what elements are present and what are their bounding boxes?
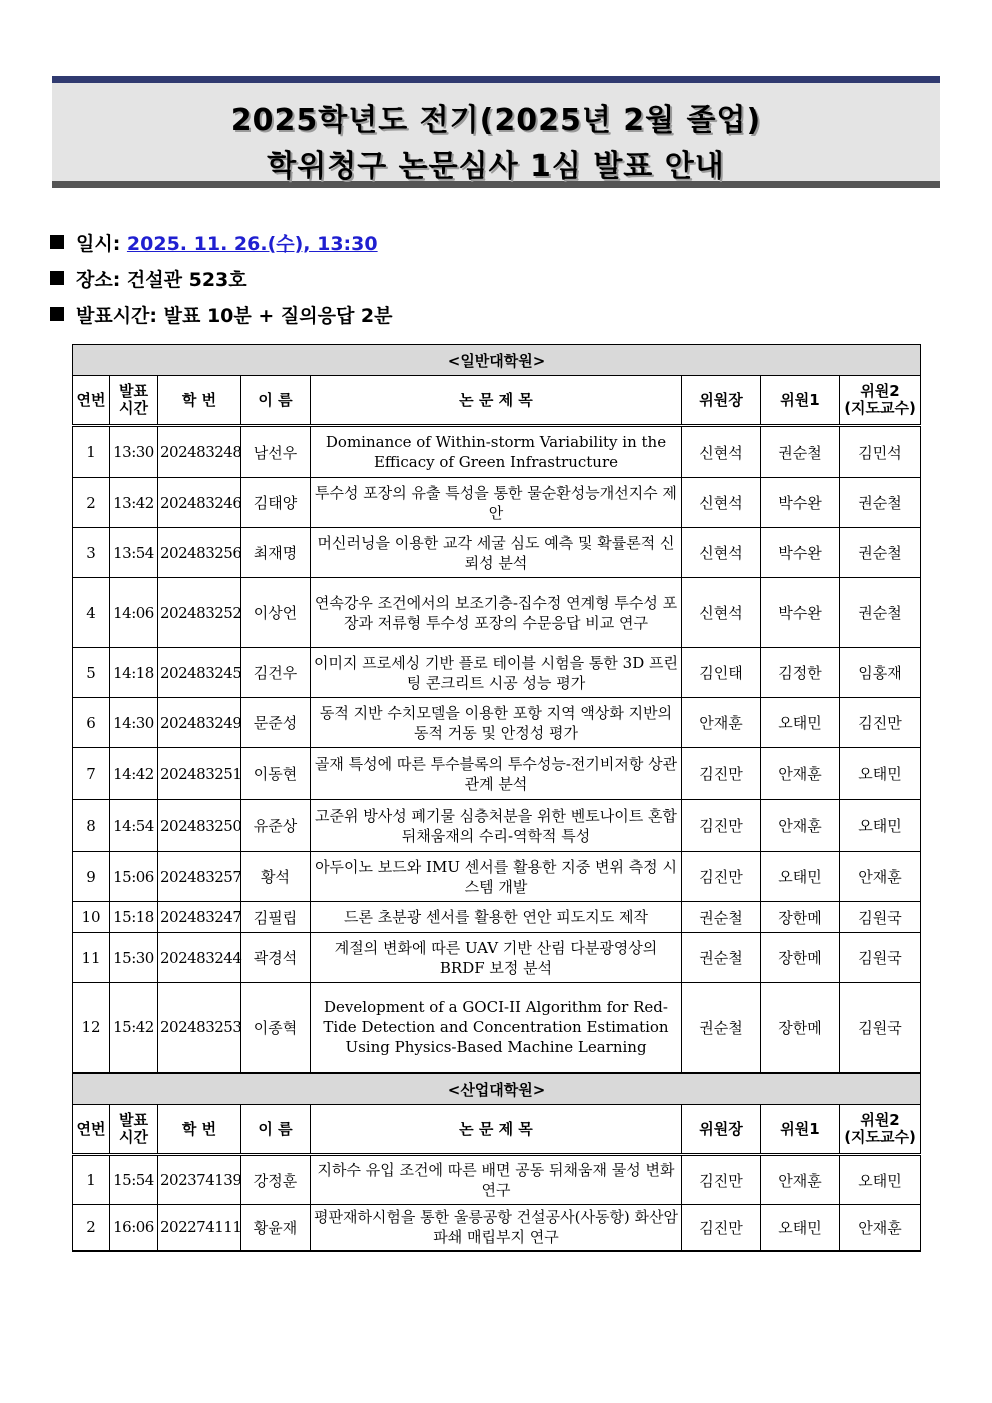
cell-chair: 권순철 [682,983,761,1073]
cell-time: 13:42 [110,478,158,528]
cell-student-id: 202483247 [158,902,241,933]
cell-time: 15:42 [110,983,158,1073]
cell-time: 14:42 [110,748,158,800]
table-row [73,478,921,528]
cell-thesis-title: 투수성 포장의 유출 특성을 통한 물순환성능개선지수 제안 [311,478,682,528]
cell-no: 1 [73,426,110,478]
cell-chair: 신현석 [682,426,761,478]
cell-chair: 신현석 [682,578,761,648]
col-header-member1: 위원1 [761,1105,840,1155]
cell-chair: 권순철 [682,902,761,933]
section-title: <일반대학원> [73,345,921,376]
col-header-title: 논 문 제 목 [311,376,682,426]
cell-name: 이종혁 [241,983,311,1073]
cell-member2: 김원국 [840,902,921,933]
cell-chair: 안재훈 [682,698,761,748]
cell-member1: 오태민 [761,852,840,902]
general-graduate-table [72,344,921,1074]
cell-member2: 권순철 [840,578,921,648]
table-row [73,983,921,1073]
section-row [73,345,921,376]
cell-name: 강정훈 [241,1155,311,1205]
cell-thesis-title: Dominance of Within-storm Variability in the Efficacy of Green Infrastructure [311,426,682,478]
page-title-line1: 2025학년도 전기(2025년 2월 졸업) [230,103,762,138]
cell-no: 6 [73,698,110,748]
cell-member2: 김진만 [840,698,921,748]
cell-name: 이동현 [241,748,311,800]
cell-member2: 김원국 [840,933,921,983]
table-row [73,852,921,902]
cell-member1: 안재훈 [761,1155,840,1205]
cell-no: 1 [73,1155,110,1205]
info-place [50,265,247,292]
cell-no: 7 [73,748,110,800]
cell-name: 최재명 [241,528,311,578]
cell-student-id: 202483250 [158,800,241,852]
cell-no: 8 [73,800,110,852]
cell-thesis-title: 드론 초분광 센서를 활용한 연안 피도지도 제작 [311,902,682,933]
cell-no: 2 [73,1205,110,1251]
cell-student-id: 202483256 [158,528,241,578]
cell-no: 9 [73,852,110,902]
table-row [73,800,921,852]
page-title-line2: 학위청구 논문심사 1심 발표 안내 [267,149,725,184]
col-header-no: 연번 [73,376,110,426]
cell-name: 이상언 [241,578,311,648]
cell-time: 13:30 [110,426,158,478]
title-banner [52,76,940,188]
cell-student-id: 202483248 [158,426,241,478]
cell-thesis-title: 평판재하시험을 통한 울릉공항 건설공사(사동항) 화산암 파쇄 매립부지 연구 [311,1205,682,1251]
cell-time: 13:54 [110,528,158,578]
cell-thesis-title: 동적 지반 수치모델을 이용한 포항 지역 액상화 지반의 동적 거동 및 안정성 평가 [311,698,682,748]
cell-member1: 오태민 [761,698,840,748]
cell-time: 14:54 [110,800,158,852]
col-header-chair: 위원장 [682,1105,761,1155]
cell-thesis-title: 머신러닝을 이용한 교각 세굴 심도 예측 및 확률론적 신뢰성 분석 [311,528,682,578]
cell-student-id: 202483245 [158,648,241,698]
cell-no: 10 [73,902,110,933]
col-header-time: 발표 시간 [110,1105,158,1155]
cell-chair: 김진만 [682,852,761,902]
cell-member2: 오태민 [840,1155,921,1205]
cell-name: 김건우 [241,648,311,698]
cell-student-id: 202483252 [158,578,241,648]
header-row [73,1105,921,1155]
cell-student-id: 202483249 [158,698,241,748]
cell-member1: 박수완 [761,528,840,578]
cell-time: 15:06 [110,852,158,902]
cell-member2: 권순철 [840,478,921,528]
cell-student-id: 202374139 [158,1155,241,1205]
cell-member2: 김민석 [840,426,921,478]
header-row [73,376,921,426]
cell-chair: 김진만 [682,800,761,852]
cell-student-id: 202274111 [158,1205,241,1251]
industry-graduate-table [72,1073,921,1252]
cell-thesis-title: 지하수 유입 조건에 따른 배면 공동 뒤채움재 물성 변화 연구 [311,1155,682,1205]
col-header-chair: 위원장 [682,376,761,426]
cell-thesis-title: 골재 특성에 따른 투수블록의 투수성능-전기비저항 상관관계 분석 [311,748,682,800]
cell-name: 황윤재 [241,1205,311,1251]
cell-no: 11 [73,933,110,983]
cell-name: 김필립 [241,902,311,933]
col-header-member1: 위원1 [761,376,840,426]
table-row [73,902,921,933]
cell-name: 황석 [241,852,311,902]
cell-member1: 장한메 [761,902,840,933]
table-row [73,748,921,800]
cell-student-id: 202483246 [158,478,241,528]
cell-name: 남선우 [241,426,311,478]
table-row [73,648,921,698]
cell-member2: 안재훈 [840,1205,921,1251]
table-row [73,698,921,748]
col-header-id: 학 번 [158,1105,241,1155]
cell-time: 14:18 [110,648,158,698]
col-header-title: 논 문 제 목 [311,1105,682,1155]
date-link[interactable]: 2025. 11. 26.(수), 13:30 [126,233,378,255]
cell-thesis-title: 계절의 변화에 따른 UAV 기반 산림 다분광영상의 BRDF 보정 분석 [311,933,682,983]
cell-no: 2 [73,478,110,528]
cell-chair: 김진만 [682,1205,761,1251]
cell-name: 유준상 [241,800,311,852]
cell-member2: 오태민 [840,800,921,852]
bullet-square-icon [50,235,64,249]
cell-time: 15:54 [110,1155,158,1205]
cell-no: 12 [73,983,110,1073]
cell-time: 14:30 [110,698,158,748]
col-header-name: 이 름 [241,1105,311,1155]
cell-thesis-title: 고준위 방사성 폐기물 심층처분을 위한 벤토나이트 혼합 뒤채움재의 수리-역학적 특성 [311,800,682,852]
cell-time: 14:06 [110,578,158,648]
cell-chair: 권순철 [682,933,761,983]
cell-thesis-title: 아두이노 보드와 IMU 센서를 활용한 지중 변위 측정 시스템 개발 [311,852,682,902]
section-title: <산업대학원> [73,1074,921,1105]
table-row [73,933,921,983]
table-row [73,578,921,648]
cell-no: 3 [73,528,110,578]
table-row [73,1205,921,1251]
cell-student-id: 202483244 [158,933,241,983]
section-row [73,1074,921,1105]
cell-student-id: 202483257 [158,852,241,902]
cell-thesis-title: 연속강우 조건에서의 보조기층-집수정 연계형 투수성 포장과 저류형 투수성 포장의 수문응답 비교 연구 [311,578,682,648]
cell-time: 16:06 [110,1205,158,1251]
cell-thesis-title: Development of a GOCI-II Algorithm for Red-Tide Detection and Concentration Estimation Using Physics-Based Machine Learning [311,983,682,1073]
bullet-square-icon [50,307,64,321]
cell-name: 김태양 [241,478,311,528]
cell-member1: 장한메 [761,983,840,1073]
col-header-no: 연번 [73,1105,110,1155]
cell-member1: 장한메 [761,933,840,983]
cell-member2: 권순철 [840,528,921,578]
cell-name: 곽경석 [241,933,311,983]
cell-member1: 박수완 [761,578,840,648]
cell-member1: 박수완 [761,478,840,528]
cell-name: 문준성 [241,698,311,748]
info-time [50,301,393,328]
cell-member2: 임홍재 [840,648,921,698]
cell-time: 15:30 [110,933,158,983]
table-row [73,1155,921,1205]
table-row [73,528,921,578]
cell-chair: 김인태 [682,648,761,698]
col-header-id: 학 번 [158,376,241,426]
table-row [73,426,921,478]
time-text: 발표시간: 발표 10분 + 질의응답 2분 [76,305,393,327]
cell-member2: 오태민 [840,748,921,800]
col-header-member2: 위원2 (지도교수) [840,376,921,426]
col-header-name: 이 름 [241,376,311,426]
cell-thesis-title: 이미지 프로세싱 기반 플로 테이블 시험을 통한 3D 프린팅 콘크리트 시공 성능 평가 [311,648,682,698]
col-header-time: 발표 시간 [110,376,158,426]
cell-no: 5 [73,648,110,698]
col-header-member2: 위원2 (지도교수) [840,1105,921,1155]
cell-time: 15:18 [110,902,158,933]
cell-chair: 신현석 [682,478,761,528]
cell-student-id: 202483253 [158,983,241,1073]
bullet-square-icon [50,271,64,285]
cell-member1: 김정한 [761,648,840,698]
cell-member1: 안재훈 [761,800,840,852]
cell-student-id: 202483251 [158,748,241,800]
cell-chair: 김진만 [682,748,761,800]
cell-chair: 김진만 [682,1155,761,1205]
cell-member1: 오태민 [761,1205,840,1251]
cell-member1: 권순철 [761,426,840,478]
date-label: 일시: [76,233,127,255]
cell-chair: 신현석 [682,528,761,578]
cell-member2: 안재훈 [840,852,921,902]
cell-no: 4 [73,578,110,648]
info-date [50,229,378,256]
cell-member1: 안재훈 [761,748,840,800]
cell-member2: 김원국 [840,983,921,1073]
place-text: 장소: 건설관 523호 [76,269,247,291]
